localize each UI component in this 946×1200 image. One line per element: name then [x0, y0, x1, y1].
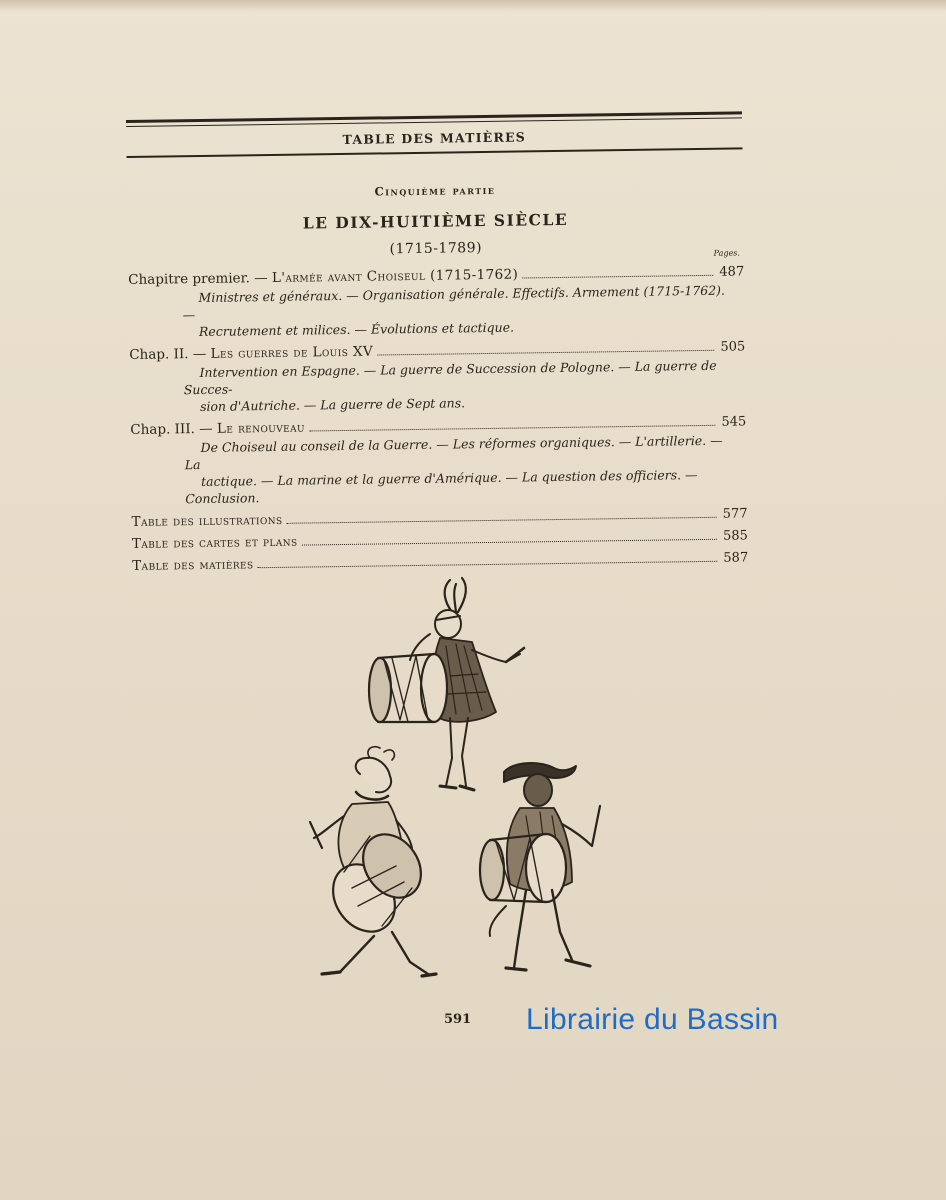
- toc-entry-label: Table des illustrations: [131, 511, 283, 530]
- toc-entry-label: Table des matières: [132, 556, 254, 574]
- summary-line: De Choiseul au conseil de la Guerre. — Les réformes organiques. — L'artillerie. — La: [184, 432, 723, 473]
- chapter-title: L'armée avant Choiseul (1715-1762): [271, 266, 519, 286]
- toc-entry-contents: [132, 549, 748, 574]
- toc-content: [126, 111, 748, 574]
- toc-entry-line: [132, 505, 748, 530]
- drummer-figure-right: [480, 763, 600, 970]
- dot-leader: [258, 561, 718, 568]
- chapter-title: Les guerres de Louis XV: [210, 343, 374, 362]
- page-number: 505: [720, 339, 746, 355]
- summary-line: Intervention en Espagne. — La guerre de Succession de Pologne. — La guerre de Succes-: [183, 357, 717, 398]
- page-number: 487: [719, 264, 745, 280]
- page-edge: [0, 0, 946, 12]
- summary-line: sion d'Autriche. — La guerre de Sept ans.: [199, 395, 466, 414]
- toc-entry-line: [132, 527, 748, 552]
- drummer-figure-top: [369, 578, 524, 790]
- page-number: 585: [722, 528, 748, 544]
- chapter-summary: [182, 282, 735, 341]
- chapter-prefix: Chap. II. —: [129, 345, 211, 363]
- toc-entry-illustrations: [132, 505, 748, 530]
- part-heading: Cinquième partie: [374, 182, 496, 199]
- summary-line: tactique. — La marine et la guerre d'Amérique. — La question des officiers. — Conclusion.: [185, 467, 698, 507]
- dot-leader: [309, 425, 716, 432]
- summary-line: Recrutement et milices. — Évolutions et tactique.: [198, 319, 515, 340]
- running-head: TABLE DES MATIÈRES: [342, 129, 527, 147]
- toc-entry-label: Table des cartes et plans: [131, 533, 298, 552]
- chapter-summary: [183, 357, 736, 416]
- drum-icon: [320, 823, 432, 943]
- chapter-title: Le renouveau: [216, 419, 306, 437]
- seller-watermark: Librairie du Bassin: [526, 1003, 779, 1036]
- toc-entry-chapter-1: [128, 263, 745, 341]
- chapter-summary: [184, 432, 737, 508]
- section-dates: (1715-1789): [389, 240, 483, 258]
- toc-entry-maps: [132, 527, 748, 552]
- dot-leader: [287, 517, 717, 524]
- chapter-prefix: Chapitre premier. —: [128, 269, 273, 288]
- drum-icon: [369, 654, 447, 722]
- summary-line: Ministres et généraux. — Organisation générale. Effectifs. Armement (1715-1762). —: [182, 282, 726, 323]
- page-number: 587: [723, 550, 749, 566]
- toc-entry-chapter-3: [130, 413, 747, 508]
- toc-entry-label: [130, 420, 305, 438]
- toc-entry-line: [132, 549, 748, 574]
- dot-leader: [377, 350, 714, 356]
- toc-entry-label: [129, 344, 373, 363]
- page-number: 577: [722, 506, 748, 522]
- section-title: LE DIX-HUITIÈME SIÈCLE: [302, 209, 569, 233]
- pages-column-label: Pages.: [713, 248, 740, 258]
- page-number: 545: [721, 414, 747, 430]
- drummers-illustration: [300, 576, 610, 986]
- drummer-figure-left: [310, 747, 436, 976]
- page-folio: 591: [444, 1012, 472, 1027]
- chapter-prefix: Chap. III. —: [130, 420, 218, 438]
- toc-entry-chapter-2: [129, 338, 746, 416]
- dot-leader: [302, 539, 717, 546]
- dot-leader: [522, 275, 713, 279]
